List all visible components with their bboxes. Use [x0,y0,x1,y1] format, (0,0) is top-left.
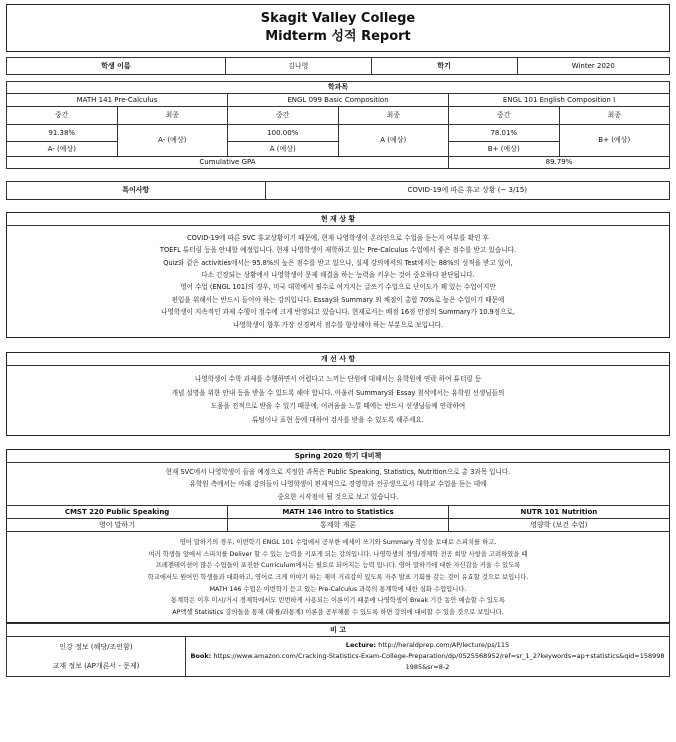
spring-plan-detail-line: 영어 말하기의 경우, 이번학기 ENGL 101 수업에서 공부한 에세이 쓰기와 Summary 작성을 토대로 스피치를 하고, [179,539,497,547]
score-engl101: 78.01% [449,125,560,142]
improvement-line: 튜텀이나 표현 등에 대하여 검사를 받을 수 있도록 해주세요. [252,415,424,424]
course-name-engl099: ENGL 099 Basic Composition [228,94,449,107]
spring-plan-detail-line: 프레젠테이션이 많은 수업들이 포진한 Curriculum에서는 필요로 되어지는 능력 입니다. 영어 말하기에 대한 자신감을 키울 수 있도록 [155,562,521,570]
current-status-line: 영어 수업 (ENGL 101)의 경우, 미국 대학에서 필수로 여겨지는 글쓰기 수업으로 난이도가 꽤 있는 수업이지만 [180,283,496,292]
spring-course-name: NUTR 101 Nutrition [448,506,669,519]
spring-plan-detail [7,532,669,622]
current-status-line: 나영학생이 지속적인 과제 수행이 점수에 크게 반영되고 있습니다. 현재로서는 배점 16점 만점의 Summary가 10.9점으로, [161,308,515,317]
current-status-line: 편입을 위해서는 반드시 들어야 하는 강의입니다. Essay와 Summary 외 채점이 총합 70%로 높은 수업이기 때문에 [171,295,505,304]
final-grade-engl099: A (예상) [338,125,449,157]
current-status-line: COVID-19에 따른 SVC 휴교상황이기 때문에, 현재 나영학생이 온라인으로 수업을 듣는지 여부를 확인 후 [187,233,489,242]
midterm-label-math141: 중간 [7,107,118,125]
midterm-grade-engl101: B+ (예상) [449,142,560,157]
reference-book-label: 교재 정보 (AP개론서 - 문제) [7,657,186,677]
final-grade-engl101: B+ (예상) [559,125,670,157]
improvement-line: 도움을 전적으로 받을 수 있기 때문에, 어려움을 느낄 때에는 반드시 선생님들께 연락하여 [210,402,466,410]
report-page [6,4,670,677]
current-status-title: 현 재 상 황 [7,213,669,226]
lecture-link-label: Lecture: [345,641,377,650]
current-status-line: 나영학생이 향후 가장 신경써서 점수를 향상해야 하는 부분으로 보입니다. [233,320,443,329]
spring-course-desc: 영어 말하기 [7,519,228,532]
spring-plan-intro-line: 유학원 측에서는 아래 강의들이 나영학생이 편제적으로 경영학과 전공생으로서 대학교 수업을 듣는 데에 [189,480,487,489]
final-label-engl099: 최종 [338,107,449,125]
course-name-math141: MATH 141 Pre-Calculus [7,94,228,107]
book-link[interactable]: https://www.amazon.com/Cracking-Statistics-Exam-College-Preparation/dp/0525568952/ref=sr_1_2?keywords=ap+statistics&qid=1589981985&sr=8-2 [213,652,665,672]
improvement-line: 나영학생이 수학 과제를 수행하면서 어렵다고 느끼는 단원에 대해서는 유학원에 연락 하여 튜터링 등 [194,375,482,383]
lecture-link[interactable]: http://heraldprep.com/AP/lecture/ps/115 [378,641,510,650]
spring-plan-detail-line: 여러 학생들 앞에서 스피치를 Deliver 할 수 있는 능력을 키포게 되는 강의입니다. 나영학생의 경영/경제학 전공 희망 사항을 고려하였을 때 [148,550,528,558]
improvement-section [6,352,670,436]
final-label-math141: 최종 [117,107,228,125]
gpa-label: Cumulative GPA [7,157,449,169]
student-name-label: 학생 이름 [7,58,226,75]
spring-plan-intro-line: 현재 SVC에서 나영학생이 들을 예정으로 지정한 과목은 Public Speaking, Statistics, Nutrition으로 총 3과목 입니다. [165,468,511,476]
spring-plan-detail-line: 통계학은 이후 미시/거시 경제학에서도 빈번하게 사용되는 이론이기 때문에 나영학생이 Break 기간 동안 예습할 수 있도록 [170,597,506,605]
midterm-label-engl101: 중간 [449,107,560,125]
term-label: 학기 [371,58,517,75]
current-status-section [6,212,670,338]
current-status-body [7,226,669,337]
spring-plan-detail-line: AP액셀 Statistics 강의들을 통해 (확률/과통계) 이론을 공부해볼 수 있도록 하면 강의에 대비할 수 있을 것으로 보입니다. [172,608,504,616]
report-title-box [6,4,670,52]
improvement-title: 개 선 사 항 [7,353,669,366]
final-grade-math141: A- (예상) [117,125,228,157]
midterm-grade-engl099: A (예상) [228,142,339,157]
score-engl099: 100.00% [228,125,339,142]
reference-links [186,637,670,677]
reference-lecture-label: 인강 정보 (해당/조언함) [7,637,186,657]
spring-course-table [7,505,669,532]
final-label-engl101: 최종 [559,107,670,125]
spring-plan-detail-line: MATH 146 수업은 이번학기 듣고 있는 Pre-Calculus 과목의 통계학에 대한 심화 수업입니다. [209,585,467,593]
book-link-label: Book: [190,652,212,661]
special-note-table [6,181,670,200]
gpa-value: 89.79% [449,157,670,169]
spring-plan-intro-line: 중요한 시작점이 될 것으로 보고 있습니다. [277,492,399,501]
report-title: Midterm 성적 Report [265,29,411,44]
spring-plan-detail-line: 학교에서도 원어민 학생들과 대화하고, 영어로 크게 이야기 하는 재미 거리감이 있도록 자주 발표 기회를 갖는 것이 유효할 것으로 보입니다. [147,574,529,581]
college-name: Skagit Valley College [260,11,416,26]
improvement-line: 개념 설명을 위한 안내 등을 받을 수 있도록 해야 합니다. 아울러 Summary와 Essay 첨삭에서는 유학원 선생님들의 [171,388,505,397]
grades-section-title: 학과목 [7,82,670,94]
midterm-grade-math141: A- (예상) [7,142,118,157]
spring-course-name: MATH 146 Intro to Statistics [228,506,449,519]
special-note-value: COVID-19에 따른 휴교 상황 (~ 3/15) [265,181,669,199]
spring-plan-intro [7,463,669,505]
score-math141: 91.38% [7,125,118,142]
reference-table [6,623,670,677]
spring-plan-section [6,449,670,623]
special-note-label: 특이사항 [7,181,266,199]
term-value: Winter 2020 [517,58,670,75]
midterm-label-engl099: 중간 [228,107,339,125]
reference-title: 비 고 [7,624,670,637]
improvement-body [7,366,669,435]
grades-table [6,81,670,169]
spring-course-desc: 영양학 (보건 수업) [448,519,669,532]
current-status-line: TOEFL 튜터링 등을 안내할 예정입니다. 현재 나영학생이 재학하고 있는 Pre-Calculus 수업에서 좋은 점수를 받고 있습니다. [159,246,517,255]
student-info-table [6,57,670,75]
spring-plan-title: Spring 2020 학기 대비책 [7,450,669,463]
spring-course-desc: 통계학 개론 [228,519,449,532]
spring-course-name: CMST 220 Public Speaking [7,506,228,519]
current-status-line: 다소 긴장되는 상황에서 나영학생이 문제 해결을 하는 능력을 키우는 것이 중요하다 판단됩니다. [201,270,475,279]
student-name-value: 김나영 [225,58,371,75]
current-status-line: Quiz와 같은 activities에서는 95.8%의 높은 점수를 받고 있으나, 실제 강의에서의 Test에서는 88%의 성적을 받고 있어, [163,258,513,267]
course-name-engl101: ENGL 101 English Composition I [449,94,670,107]
